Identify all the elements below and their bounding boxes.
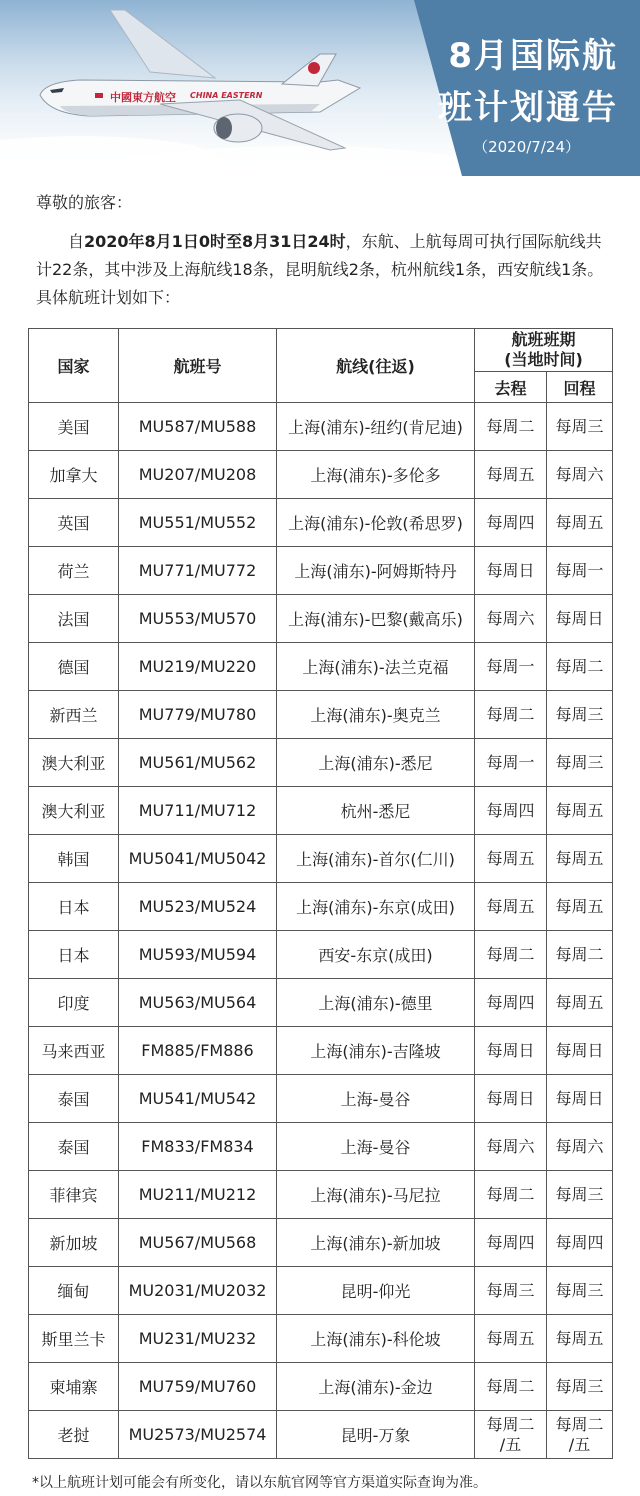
cell-country: 日本 — [29, 883, 119, 931]
cell-route: 上海(浦东)-德里 — [277, 979, 475, 1027]
cell-route: 西安-东京(成田) — [277, 931, 475, 979]
cell-return: 每周二 /五 — [547, 1411, 613, 1459]
cell-country: 加拿大 — [29, 451, 119, 499]
cell-flight-number: MU541/MU542 — [119, 1075, 277, 1123]
cell-flight-number: FM885/FM886 — [119, 1027, 277, 1075]
cell-route: 上海(浦东)-东京(成田) — [277, 883, 475, 931]
cell-return: 每周三 — [547, 1267, 613, 1315]
cell-flight-number: MU759/MU760 — [119, 1363, 277, 1411]
cell-return: 每周三 — [547, 739, 613, 787]
table-row — [29, 691, 613, 739]
intro-paragraph — [36, 228, 616, 312]
header-schedule-title: 航班班期 — [511, 330, 576, 349]
table-row — [29, 547, 613, 595]
header-route: 航线(往返) — [277, 329, 475, 403]
cell-flight-number: MU2573/MU2574 — [119, 1411, 277, 1459]
table-row — [29, 1267, 613, 1315]
cell-flight-number: MU593/MU594 — [119, 931, 277, 979]
cell-outbound: 每周六 — [475, 1123, 547, 1171]
cell-outbound: 每周五 — [475, 835, 547, 883]
cell-flight-number: MU711/MU712 — [119, 787, 277, 835]
table-row — [29, 883, 613, 931]
header-banner — [0, 0, 640, 176]
cell-outbound: 每周日 — [475, 547, 547, 595]
cell-flight-number: MU5041/MU5042 — [119, 835, 277, 883]
cell-route: 上海(浦东)-多伦多 — [277, 451, 475, 499]
cell-country: 荷兰 — [29, 547, 119, 595]
cell-outbound: 每周二 /五 — [475, 1411, 547, 1459]
cell-return: 每周三 — [547, 403, 613, 451]
cell-flight-number: MU551/MU552 — [119, 499, 277, 547]
cell-country: 澳大利亚 — [29, 739, 119, 787]
cell-route: 上海(浦东)-纽约(肯尼迪) — [277, 403, 475, 451]
header-flight-number: 航班号 — [119, 329, 277, 403]
cell-route: 上海-曼谷 — [277, 1123, 475, 1171]
cell-return: 每周六 — [547, 451, 613, 499]
cell-outbound: 每周日 — [475, 1027, 547, 1075]
cell-country: 马来西亚 — [29, 1027, 119, 1075]
cell-country: 印度 — [29, 979, 119, 1027]
cell-flight-number: MU567/MU568 — [119, 1219, 277, 1267]
cell-country: 澳大利亚 — [29, 787, 119, 835]
cell-outbound: 每周四 — [475, 979, 547, 1027]
cell-outbound: 每周四 — [475, 1219, 547, 1267]
cell-return: 每周五 — [547, 835, 613, 883]
cell-route: 上海(浦东)-伦敦(希思罗) — [277, 499, 475, 547]
cell-country: 菲律宾 — [29, 1171, 119, 1219]
notice-title-line1: 8月国际航 — [448, 36, 618, 76]
airline-logo-cn: 中國東方航空 — [110, 91, 176, 104]
cell-flight-number: MU231/MU232 — [119, 1315, 277, 1363]
header-return: 回程 — [547, 372, 613, 403]
table-row — [29, 1027, 613, 1075]
cell-flight-number: MU587/MU588 — [119, 403, 277, 451]
intro-prefix: 自 — [68, 232, 85, 251]
cell-country: 缅甸 — [29, 1267, 119, 1315]
table-row — [29, 499, 613, 547]
cell-outbound: 每周二 — [475, 403, 547, 451]
cell-flight-number: MU523/MU524 — [119, 883, 277, 931]
table-row — [29, 1363, 613, 1411]
cell-route: 上海-曼谷 — [277, 1075, 475, 1123]
cell-route: 上海(浦东)-法兰克福 — [277, 643, 475, 691]
table-row — [29, 931, 613, 979]
intro-text: ，东航、上航每周可执行国际航线共计22条，其中涉及上海航线18条，昆明航线2条，杭州航线1条，西安航线1条。具体航班计划如下： — [36, 232, 604, 307]
cell-flight-number: FM833/FM834 — [119, 1123, 277, 1171]
table-row — [29, 979, 613, 1027]
table-row — [29, 1123, 613, 1171]
cell-return: 每周日 — [547, 1075, 613, 1123]
footnote: *以上航班计划可能会有所变化，请以东航官网等官方渠道实际查询为准。 — [32, 1475, 487, 1491]
table-row — [29, 1411, 613, 1459]
cell-outbound: 每周五 — [475, 451, 547, 499]
cell-outbound: 每周二 — [475, 691, 547, 739]
cell-route: 昆明-万象 — [277, 1411, 475, 1459]
cell-return: 每周六 — [547, 1123, 613, 1171]
header-country: 国家 — [29, 329, 119, 403]
cell-route: 上海(浦东)-吉隆坡 — [277, 1027, 475, 1075]
header-outbound: 去程 — [475, 372, 547, 403]
cell-route: 杭州-悉尼 — [277, 787, 475, 835]
cell-route: 上海(浦东)-阿姆斯特丹 — [277, 547, 475, 595]
cell-return: 每周日 — [547, 595, 613, 643]
cell-country: 泰国 — [29, 1123, 119, 1171]
cell-return: 每周五 — [547, 787, 613, 835]
table-row — [29, 451, 613, 499]
flight-schedule-table — [28, 328, 613, 1459]
cell-flight-number: MU211/MU212 — [119, 1171, 277, 1219]
airline-logo-en: CHINA EASTERN — [190, 91, 263, 100]
table-row — [29, 1075, 613, 1123]
cell-flight-number: MU2031/MU2032 — [119, 1267, 277, 1315]
cell-outbound: 每周五 — [475, 1315, 547, 1363]
table-row — [29, 787, 613, 835]
cell-return: 每周日 — [547, 1027, 613, 1075]
cell-return: 每周五 — [547, 883, 613, 931]
cell-country: 韩国 — [29, 835, 119, 883]
cell-route: 上海(浦东)-科伦坡 — [277, 1315, 475, 1363]
cell-outbound: 每周三 — [475, 1267, 547, 1315]
cell-flight-number: MU561/MU562 — [119, 739, 277, 787]
cell-return: 每周四 — [547, 1219, 613, 1267]
cell-outbound: 每周一 — [475, 643, 547, 691]
cell-return: 每周五 — [547, 979, 613, 1027]
cell-return: 每周一 — [547, 547, 613, 595]
cell-country: 日本 — [29, 931, 119, 979]
cell-outbound: 每周六 — [475, 595, 547, 643]
cell-route: 昆明-仰光 — [277, 1267, 475, 1315]
intro-period: 2020年8月1日0时至8月31日24时 — [84, 232, 346, 251]
cell-flight-number: MU553/MU570 — [119, 595, 277, 643]
table-row — [29, 1171, 613, 1219]
cell-return: 每周三 — [547, 1171, 613, 1219]
cell-route: 上海(浦东)-奥克兰 — [277, 691, 475, 739]
table-row — [29, 643, 613, 691]
table-row — [29, 403, 613, 451]
cell-outbound: 每周五 — [475, 883, 547, 931]
table-row — [29, 1315, 613, 1363]
cell-flight-number: MU563/MU564 — [119, 979, 277, 1027]
cell-route: 上海(浦东)-新加坡 — [277, 1219, 475, 1267]
cell-country: 泰国 — [29, 1075, 119, 1123]
cell-return: 每周五 — [547, 499, 613, 547]
greeting: 尊敬的旅客： — [36, 193, 133, 212]
cell-country: 老挝 — [29, 1411, 119, 1459]
cell-route: 上海(浦东)-巴黎(戴高乐) — [277, 595, 475, 643]
cell-outbound: 每周二 — [475, 1363, 547, 1411]
cell-return: 每周三 — [547, 1363, 613, 1411]
cell-outbound: 每周二 — [475, 931, 547, 979]
cell-outbound: 每周一 — [475, 739, 547, 787]
cell-route: 上海(浦东)-悉尼 — [277, 739, 475, 787]
table-row — [29, 739, 613, 787]
cell-country: 斯里兰卡 — [29, 1315, 119, 1363]
cell-outbound: 每周日 — [475, 1075, 547, 1123]
cell-country: 美国 — [29, 403, 119, 451]
cell-flight-number: MU779/MU780 — [119, 691, 277, 739]
cell-flight-number: MU219/MU220 — [119, 643, 277, 691]
cell-return: 每周二 — [547, 931, 613, 979]
cell-outbound: 每周四 — [475, 787, 547, 835]
header-schedule-subtitle: (当地时间) — [504, 350, 583, 369]
cell-country: 柬埔寨 — [29, 1363, 119, 1411]
notice-title-line2: 班计划通告 — [438, 88, 618, 128]
cell-flight-number: MU771/MU772 — [119, 547, 277, 595]
table-row — [29, 595, 613, 643]
cell-return: 每周二 — [547, 643, 613, 691]
cell-outbound: 每周二 — [475, 1171, 547, 1219]
table-row — [29, 835, 613, 883]
cell-return: 每周三 — [547, 691, 613, 739]
cell-country: 英国 — [29, 499, 119, 547]
cell-country: 法国 — [29, 595, 119, 643]
cell-country: 德国 — [29, 643, 119, 691]
cell-route: 上海(浦东)-马尼拉 — [277, 1171, 475, 1219]
cell-route: 上海(浦东)-金边 — [277, 1363, 475, 1411]
cell-outbound: 每周四 — [475, 499, 547, 547]
header-schedule — [475, 329, 613, 372]
cell-route: 上海(浦东)-首尔(仁川) — [277, 835, 475, 883]
cell-country: 新加坡 — [29, 1219, 119, 1267]
notice-date: （2020/7/24） — [473, 138, 580, 156]
cell-country: 新西兰 — [29, 691, 119, 739]
cell-flight-number: MU207/MU208 — [119, 451, 277, 499]
table-row — [29, 1219, 613, 1267]
cell-return: 每周五 — [547, 1315, 613, 1363]
